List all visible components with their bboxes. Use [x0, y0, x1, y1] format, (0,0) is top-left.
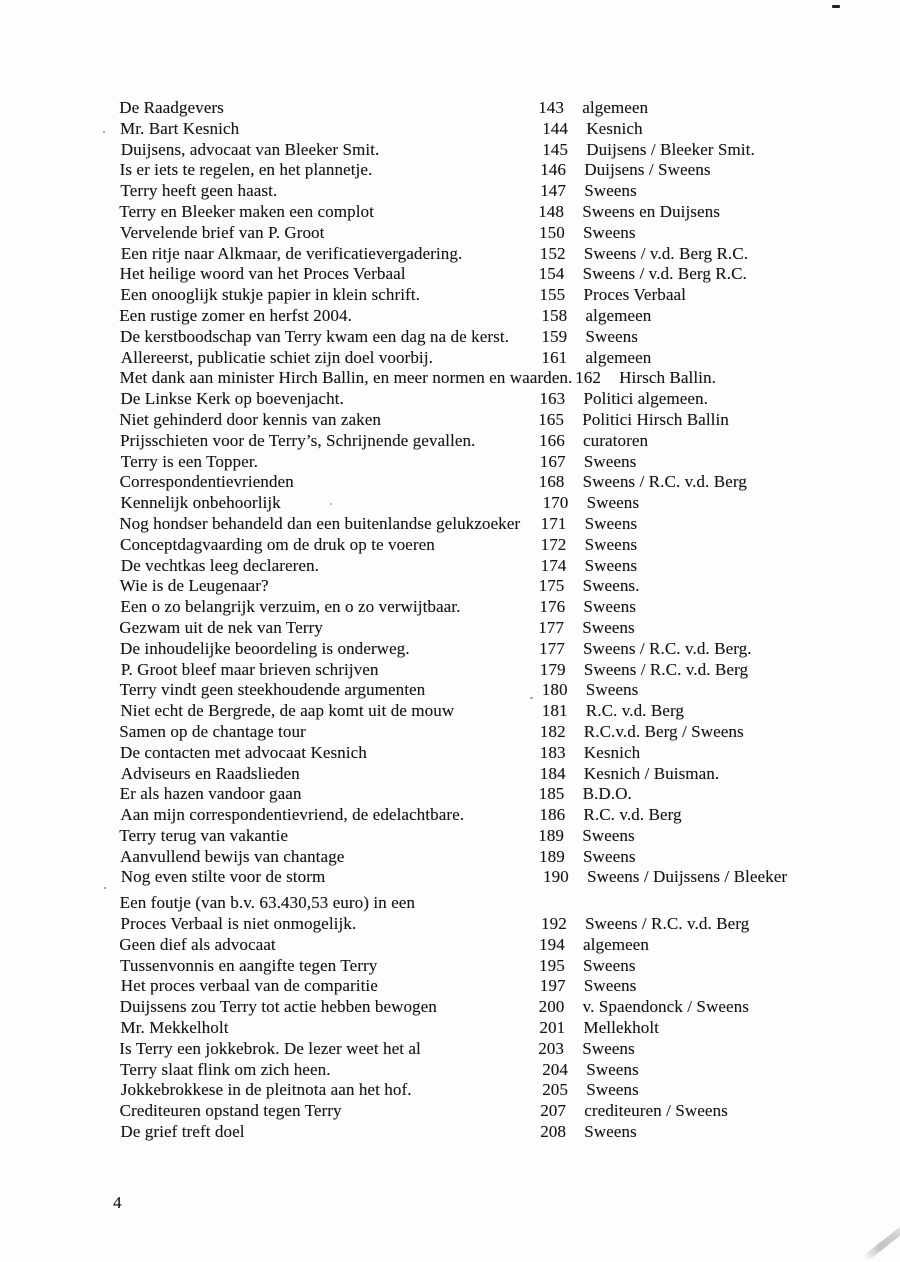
scan-artifact-streak [862, 1221, 900, 1262]
toc-entry-page: 195 [539, 955, 565, 975]
toc-entry-names: Sweens [582, 1038, 635, 1058]
toc-entry-names: R.C.v.d. Berg / Sweens [583, 721, 744, 741]
toc-entry-names: Sweens [586, 1080, 639, 1100]
toc-entry-page: 150 [539, 222, 565, 242]
toc-entry-names: R.C. v.d. Berg [583, 805, 682, 825]
toc-entry-page: 189 [538, 825, 565, 845]
toc-row [119, 514, 879, 535]
toc-entry-title: P. Groot bleef maar brieven schrijven [120, 659, 379, 679]
scan-artifact-dot [103, 131, 105, 133]
toc-entry-names: Sweens / R.C. v.d. Berg [583, 659, 749, 679]
toc-entry-title: De Linkse Kerk op boevenjacht. [120, 389, 344, 409]
toc-row [121, 976, 881, 997]
toc-entry-title: Een rustige zomer en herfst 2004. [119, 305, 352, 325]
toc-row [121, 452, 881, 473]
toc-entry-page: 179 [539, 659, 566, 679]
toc-entry-title: Kennelijk onbehoorlijk [120, 493, 281, 513]
toc-entry-page: 176 [539, 597, 566, 617]
toc-entry-names: Mellekholt [583, 1018, 660, 1038]
toc-entry-page: 197 [539, 976, 566, 996]
toc-entry-title: Het heilige woord van het Proces Verbaal [119, 264, 406, 284]
toc-entry-page: 205 [542, 1080, 569, 1100]
toc-row [121, 1080, 881, 1101]
toc-entry-names: Kesnich [583, 742, 641, 762]
toc-entry-title: Terry en Bleeker maken een complot [119, 201, 374, 221]
toc-entry-names: curatoren [583, 430, 649, 450]
toc-entry-page: 184 [539, 763, 566, 783]
toc-entry-names: algemeen [582, 98, 649, 117]
toc-row [120, 701, 880, 722]
toc-entry-page: 207 [540, 1101, 567, 1121]
toc-entry-title: Tussenvonnis en aangifte tegen Terry [120, 955, 378, 975]
toc-entry-title: Crediteuren opstand tegen Terry [119, 1101, 342, 1121]
toc-entry-page: 183 [539, 742, 566, 762]
toc-entry-page: 185 [538, 784, 565, 804]
toc-entry-title: Het proces verbaal van de comparitie [120, 976, 378, 996]
toc-entry-page: 143 [538, 98, 565, 117]
toc-entry-title: Met dank aan minister Hirch Ballin, en meer normen en waarden. [119, 368, 573, 388]
toc-entry-page: 162 [575, 368, 601, 388]
toc-entry-title: Gezwam uit de nek van Terry [119, 617, 323, 637]
toc-row [120, 680, 880, 701]
toc-entry-page: 146 [540, 160, 567, 180]
toc-entry-title: Vervelende brief van P. Groot [120, 222, 325, 242]
page-number: 4 [113, 1193, 122, 1212]
toc-entry-title: Prijsschieten voor de Terry’s, Schrijnende gevallen. [120, 430, 476, 450]
toc-entry-names: Sweens [586, 1059, 639, 1079]
toc-entry-page: 208 [540, 1122, 567, 1142]
toc-entry-title: Niet echt de Bergrede, de aap komt uit de mouw [120, 701, 455, 721]
toc-entry-title: Nog hondser behandeld dan een buitenlandse gelukzoeker [119, 513, 521, 533]
toc-entry-title: Proces Verbaal is niet onmogelijk. [120, 914, 357, 934]
toc-row [121, 244, 881, 265]
toc-entry-names: Sweens / v.d. Berg R.C. [583, 243, 749, 263]
toc-list [120, 98, 880, 1143]
toc-entry-names: Sweens [584, 555, 638, 575]
toc-entry-names: Politici algemeen. [583, 389, 708, 409]
toc-row [120, 997, 880, 1018]
toc-entry-names: Proces Verbaal [583, 285, 686, 305]
toc-entry-names: v. Spaendonck / Sweens [582, 997, 749, 1017]
toc-row [120, 743, 880, 764]
toc-row [120, 956, 880, 977]
toc-entry-title: Terry slaat flink om zich heen. [120, 1059, 331, 1079]
toc-entry-page: 167 [539, 451, 566, 471]
toc-entry-names: Sweens [584, 1122, 637, 1142]
toc-row [121, 348, 881, 369]
toc-entry-title: Niet gehinderd door kennis van zaken [119, 409, 382, 429]
toc-entry-page: 177 [538, 617, 565, 637]
toc-row [119, 826, 879, 847]
toc-entry-page: 145 [542, 139, 569, 159]
toc-entry-page: 166 [539, 430, 565, 450]
toc-entry-title: Een o zo belangrijk verzuim, en o zo verwijtbaar. [120, 597, 461, 617]
toc-row [120, 597, 880, 618]
toc-entry-names: Sweens [586, 493, 640, 513]
toc-entry-names: Sweens / v.d. Berg R.C. [582, 264, 747, 284]
toc-entry-names: Hirsch Ballin. [619, 368, 716, 388]
toc-entry-names: algemeen [585, 305, 652, 325]
toc-entry-page: 200 [538, 997, 565, 1017]
toc-entry-title: Duijsens, advocaat van Bleeker Smit. [120, 139, 380, 159]
toc-entry-names: Kesnich / Buisman. [583, 763, 720, 783]
toc-row [120, 1122, 880, 1143]
toc-entry-title: Terry heeft geen haast. [120, 181, 278, 201]
toc-entry-names: R.C. v.d. Berg [585, 701, 685, 721]
toc-entry-names: algemeen [585, 347, 652, 367]
toc-row [120, 1060, 880, 1081]
toc-row [121, 867, 881, 888]
toc-entry-page: 175 [538, 576, 565, 596]
toc-entry-names: crediteuren / Sweens [584, 1101, 728, 1121]
toc-entry-names: Sweens [585, 680, 639, 700]
toc-entry-title: Allereerst, publicatie schiet zijn doel voorbij. [120, 347, 433, 367]
toc-row [120, 535, 880, 556]
toc-row [119, 722, 879, 743]
toc-row [120, 181, 880, 202]
toc-row [120, 431, 880, 452]
toc-row [121, 764, 881, 785]
toc-row [120, 805, 880, 826]
toc-entry-title: Is Terry een jokkebrok. De lezer weet het al [119, 1038, 421, 1058]
toc-row [120, 1018, 880, 1039]
toc-entry-names: Sweens [584, 181, 637, 201]
toc-row [120, 576, 880, 597]
toc-entry-page: 171 [540, 513, 567, 533]
toc-entry-page: 147 [540, 181, 567, 201]
toc-entry-names: Sweens [585, 326, 638, 346]
toc-entry-page: 148 [538, 201, 565, 221]
toc-entry-page: 182 [539, 721, 566, 741]
toc-entry-title: Jokkebrokkese in de pleitnota aan het hof. [120, 1080, 412, 1100]
toc-row [120, 264, 880, 285]
toc-entry-title: Een onooglijk stukje papier in klein schrift. [120, 285, 420, 305]
toc-entry-names: Kesnich [586, 118, 643, 138]
toc-entry-names: Sweens. [582, 576, 640, 596]
toc-row [120, 223, 880, 244]
scan-artifact-dot [330, 503, 332, 505]
scan-artifact-dot [530, 697, 533, 699]
toc-entry-title: Adviseurs en Raadslieden [120, 763, 300, 783]
toc-row [120, 914, 880, 935]
toc-entry-title: Wie is de Leugenaar? [119, 576, 269, 596]
toc-entry-names: Politici Hirsch Ballin [582, 409, 729, 429]
scan-artifact-dot [104, 887, 106, 889]
toc-entry-title: Mr. Bart Kesnich [120, 118, 240, 138]
toc-entry-page: 192 [540, 914, 567, 934]
toc-entry-page: 161 [541, 347, 568, 367]
toc-entry-title: Is er iets te regelen, en het plannetje. [119, 160, 373, 180]
toc-row [120, 784, 880, 805]
toc-entry-title: De vechtkas leeg declareren. [120, 555, 319, 575]
toc-entry-title: Een ritje naar Alkmaar, de verificatievergadering. [120, 243, 463, 263]
toc-row [120, 285, 880, 306]
toc-entry-page: 152 [539, 243, 566, 263]
toc-entry-names: Sweens en Duijsens [582, 201, 720, 221]
toc-row [120, 389, 880, 410]
toc-row [120, 472, 880, 493]
toc-entry-names: B.D.O. [582, 784, 632, 804]
toc-entry-page: 186 [539, 805, 566, 825]
toc-row [120, 639, 880, 660]
toc-entry-page: 174 [540, 555, 567, 575]
toc-entry-title: Terry is een Topper. [120, 451, 258, 471]
toc-entry-names: Sweens [582, 617, 635, 637]
toc-row [120, 368, 880, 389]
toc-entry-names: Sweens [583, 955, 636, 975]
toc-row [120, 847, 880, 868]
toc-entry-page: 177 [539, 638, 565, 658]
toc-entry-page: 194 [538, 934, 565, 954]
toc-entry-page: 163 [539, 389, 566, 409]
toc-row [120, 160, 880, 181]
toc-row [121, 556, 881, 577]
toc-entry-page: 155 [539, 285, 566, 305]
toc-row [119, 202, 879, 223]
toc-entry-page: 165 [538, 409, 565, 429]
toc-entry-names: Sweens [583, 597, 636, 617]
toc-row [119, 1039, 879, 1060]
toc-entry-page: 159 [541, 326, 568, 346]
toc-entry-title: Geen dief als advocaat [119, 934, 276, 954]
toc-entry-title: De inhoudelijke beoordeling is onderweg. [120, 638, 410, 658]
toc-entry-title: Terry terug van vakantie [119, 825, 288, 845]
scan-artifact-dash [832, 5, 840, 8]
toc-entry-title: Er als hazen vandoor gaan [119, 784, 302, 804]
toc-entry-page: 180 [541, 680, 568, 700]
toc-row [120, 493, 880, 514]
toc-entry-page: 204 [542, 1059, 568, 1079]
toc-row [119, 410, 879, 431]
toc-entry-title: Correspondentievrienden [119, 472, 294, 492]
toc-row [119, 98, 879, 119]
toc-entry-title: De kerstboodschap van Terry kwam een dag na de kerst. [120, 326, 509, 346]
toc-entry-title: Nog even stilte voor de storm [120, 867, 326, 887]
toc-entry-page: 201 [539, 1018, 566, 1038]
toc-entry-page: 172 [540, 534, 567, 554]
toc-entry-names: Sweens [582, 825, 635, 845]
toc-entry-title: Terry vindt geen steekhoudende argumenten [119, 680, 426, 700]
toc-row [119, 935, 879, 956]
toc-entry-names: Sweens / Duijssens / Bleeker [586, 867, 788, 887]
toc-entry-page: 154 [538, 264, 565, 284]
toc-entry-names: Sweens [583, 846, 636, 866]
toc-entry-names: Duijsens / Bleeker Smit. [586, 139, 755, 159]
toc-entry-title: Conceptdagvaarding om de druk op te voeren [120, 534, 435, 554]
toc-entry-page: 203 [538, 1038, 565, 1058]
toc-row [120, 893, 880, 914]
toc-entry-names: algemeen [582, 934, 649, 954]
toc-entry-title: Duijssens zou Terry tot actie hebben bewogen [119, 997, 437, 1017]
toc-entry-page: 158 [541, 305, 568, 325]
toc-entry-title: Mr. Mekkelholt [120, 1018, 229, 1038]
toc-entry-names: Sweens [583, 222, 636, 242]
toc-entry-page: 181 [541, 701, 568, 721]
toc-row [119, 306, 879, 327]
toc-entry-title: Samen op de chantage tour [119, 721, 306, 741]
toc-entry-page: 189 [539, 846, 565, 866]
toc-entry-names: Sweens / R.C. v.d. Berg [584, 914, 750, 934]
toc-row [120, 119, 880, 140]
toc-row [119, 618, 879, 639]
toc-entry-names: Sweens / R.C. v.d. Berg. [583, 638, 752, 658]
toc-entry-page: 190 [542, 867, 569, 887]
toc-entry-title: Een foutje (van b.v. 63.430,53 euro) in een [119, 893, 416, 913]
toc-row [121, 660, 881, 681]
toc-entry-names: Sweens [584, 513, 638, 533]
toc-entry-page: 144 [542, 118, 568, 138]
toc-entry-names: Sweens [583, 451, 637, 471]
toc-entry-title: De grief treft doel [120, 1122, 245, 1142]
toc-entry-title: De contacten met advocaat Kesnich [120, 742, 367, 762]
toc-entry-names: Duijsens / Sweens [584, 160, 711, 180]
toc-row [120, 327, 880, 348]
toc-entry-names: Sweens [584, 534, 638, 554]
toc-row [120, 1101, 880, 1122]
toc-entry-title: Aan mijn correspondentievriend, de edelachtbare. [120, 805, 465, 825]
toc-entry-page: 168 [538, 472, 565, 492]
toc-entry-names: Sweens / R.C. v.d. Berg [582, 472, 747, 492]
toc-entry-page: 170 [542, 493, 569, 513]
toc-row [121, 140, 881, 161]
toc-entry-title: De Raadgevers [119, 98, 224, 117]
toc-entry-title: Aanvullend bewijs van chantage [120, 846, 345, 866]
toc-entry-names: Sweens [583, 976, 637, 996]
